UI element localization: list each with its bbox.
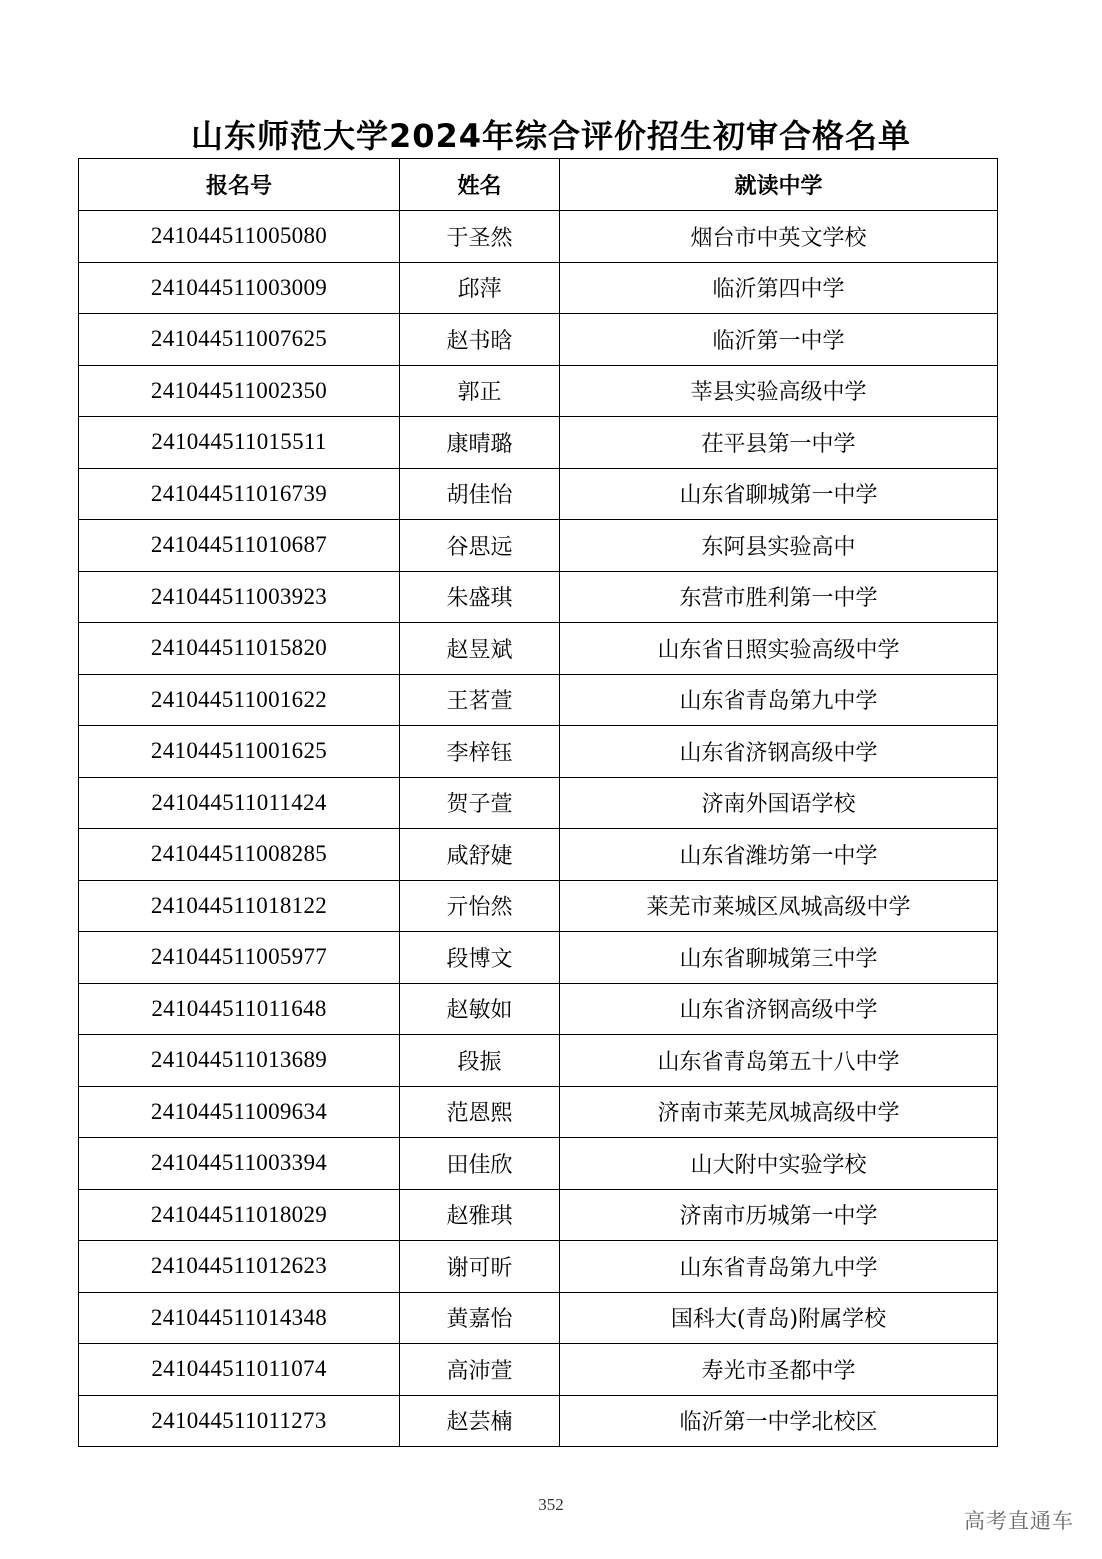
registration-number-cell: 241044511011074: [79, 1344, 400, 1396]
registration-number-cell: 241044511008285: [79, 829, 400, 881]
school-name-cell: 临沂第一中学北校区: [560, 1395, 998, 1447]
school-name-cell: 济南市莱芜凤城高级中学: [560, 1086, 998, 1138]
student-name-cell: 赵昱斌: [400, 623, 560, 675]
table-row: [79, 880, 998, 932]
student-name-cell: 亓怡然: [400, 880, 560, 932]
table-row: [79, 777, 998, 829]
school-name-cell: 济南外国语学校: [560, 777, 998, 829]
table-row: [79, 829, 998, 881]
registration-number-cell: 241044511001622: [79, 674, 400, 726]
table-row: [79, 468, 998, 520]
table-body: [79, 211, 998, 1447]
school-name-cell: 茌平县第一中学: [560, 417, 998, 469]
registration-number-cell: 241044511018029: [79, 1189, 400, 1241]
table-row: [79, 932, 998, 984]
school-name-cell: 山东省青岛第九中学: [560, 674, 998, 726]
registration-number-cell: 241044511003923: [79, 571, 400, 623]
student-name-cell: 赵书晗: [400, 314, 560, 366]
registration-number-cell: 241044511011648: [79, 983, 400, 1035]
registration-number-cell: 241044511005977: [79, 932, 400, 984]
student-name-cell: 朱盛琪: [400, 571, 560, 623]
student-name-cell: 田佳欣: [400, 1138, 560, 1190]
table-row: [79, 1035, 998, 1087]
registration-number-cell: 241044511016739: [79, 468, 400, 520]
table-row: [79, 623, 998, 675]
registration-number-cell: 241044511013689: [79, 1035, 400, 1087]
registration-number-cell: 241044511018122: [79, 880, 400, 932]
school-name-cell: 东阿县实验高中: [560, 520, 998, 572]
school-name-cell: 莘县实验高级中学: [560, 365, 998, 417]
registration-number-cell: 241044511003009: [79, 262, 400, 314]
document-title: 山东师范大学2024年综合评价招生初审合格名单: [190, 117, 912, 155]
registration-number-cell: 241044511011273: [79, 1395, 400, 1447]
table-row: [79, 674, 998, 726]
student-name-cell: 胡佳怡: [400, 468, 560, 520]
student-name-cell: 段博文: [400, 932, 560, 984]
student-name-cell: 黄嘉怡: [400, 1292, 560, 1344]
registration-number-cell: 241044511001625: [79, 726, 400, 778]
student-name-cell: 赵敏如: [400, 983, 560, 1035]
student-name-cell: 咸舒婕: [400, 829, 560, 881]
table-row: [79, 1189, 998, 1241]
page-number: 352: [538, 1495, 564, 1514]
table-row: [79, 314, 998, 366]
student-name-cell: 范恩熙: [400, 1086, 560, 1138]
table-row: [79, 211, 998, 263]
school-name-cell: 山东省潍坊第一中学: [560, 829, 998, 881]
school-name-cell: 山东省济钢高级中学: [560, 983, 998, 1035]
school-name-cell: 山大附中实验学校: [560, 1138, 998, 1190]
table-row: [79, 365, 998, 417]
table-row: [79, 1344, 998, 1396]
column-header-school: 就读中学: [560, 159, 998, 211]
watermark: 高考直通车: [964, 1509, 1074, 1533]
school-name-cell: 济南市历城第一中学: [560, 1189, 998, 1241]
student-name-cell: 段振: [400, 1035, 560, 1087]
school-name-cell: 寿光市圣都中学: [560, 1344, 998, 1396]
registration-number-cell: 241044511007625: [79, 314, 400, 366]
student-name-cell: 于圣然: [400, 211, 560, 263]
school-name-cell: 国科大(青岛)附属学校: [560, 1292, 998, 1344]
student-name-cell: 贺子萱: [400, 777, 560, 829]
table-row: [79, 726, 998, 778]
school-name-cell: 临沂第一中学: [560, 314, 998, 366]
table-row: [79, 1086, 998, 1138]
column-header-registration-number: 报名号: [79, 159, 400, 211]
school-name-cell: 山东省聊城第三中学: [560, 932, 998, 984]
school-name-cell: 山东省济钢高级中学: [560, 726, 998, 778]
table-row: [79, 1138, 998, 1190]
student-name-cell: 赵雅琪: [400, 1189, 560, 1241]
table-row: [79, 1292, 998, 1344]
school-name-cell: 山东省聊城第一中学: [560, 468, 998, 520]
school-name-cell: 山东省青岛第九中学: [560, 1241, 998, 1293]
student-name-cell: 谢可昕: [400, 1241, 560, 1293]
registration-number-cell: 241044511011424: [79, 777, 400, 829]
admission-list-table: [78, 158, 998, 1447]
registration-number-cell: 241044511015511: [79, 417, 400, 469]
table-row: [79, 1395, 998, 1447]
table-header: [79, 159, 998, 211]
school-name-cell: 山东省日照实验高级中学: [560, 623, 998, 675]
school-name-cell: 山东省青岛第五十八中学: [560, 1035, 998, 1087]
student-name-cell: 邱萍: [400, 262, 560, 314]
school-name-cell: 烟台市中英文学校: [560, 211, 998, 263]
student-name-cell: 康晴璐: [400, 417, 560, 469]
student-name-cell: 谷思远: [400, 520, 560, 572]
table-row: [79, 1241, 998, 1293]
student-name-cell: 郭正: [400, 365, 560, 417]
student-name-cell: 赵芸楠: [400, 1395, 560, 1447]
student-name-cell: 王茗萱: [400, 674, 560, 726]
school-name-cell: 莱芜市莱城区凤城高级中学: [560, 880, 998, 932]
table-header-row: [79, 159, 998, 211]
registration-number-cell: 241044511015820: [79, 623, 400, 675]
school-name-cell: 东营市胜利第一中学: [560, 571, 998, 623]
student-name-cell: 高沛萱: [400, 1344, 560, 1396]
registration-number-cell: 241044511005080: [79, 211, 400, 263]
registration-number-cell: 241044511009634: [79, 1086, 400, 1138]
registration-number-cell: 241044511014348: [79, 1292, 400, 1344]
table-row: [79, 571, 998, 623]
table-row: [79, 520, 998, 572]
student-name-cell: 李梓钰: [400, 726, 560, 778]
registration-number-cell: 241044511003394: [79, 1138, 400, 1190]
column-header-name: 姓名: [400, 159, 560, 211]
table-row: [79, 417, 998, 469]
school-name-cell: 临沂第四中学: [560, 262, 998, 314]
table-row: [79, 262, 998, 314]
registration-number-cell: 241044511012623: [79, 1241, 400, 1293]
registration-number-cell: 241044511002350: [79, 365, 400, 417]
registration-number-cell: 241044511010687: [79, 520, 400, 572]
table-row: [79, 983, 998, 1035]
